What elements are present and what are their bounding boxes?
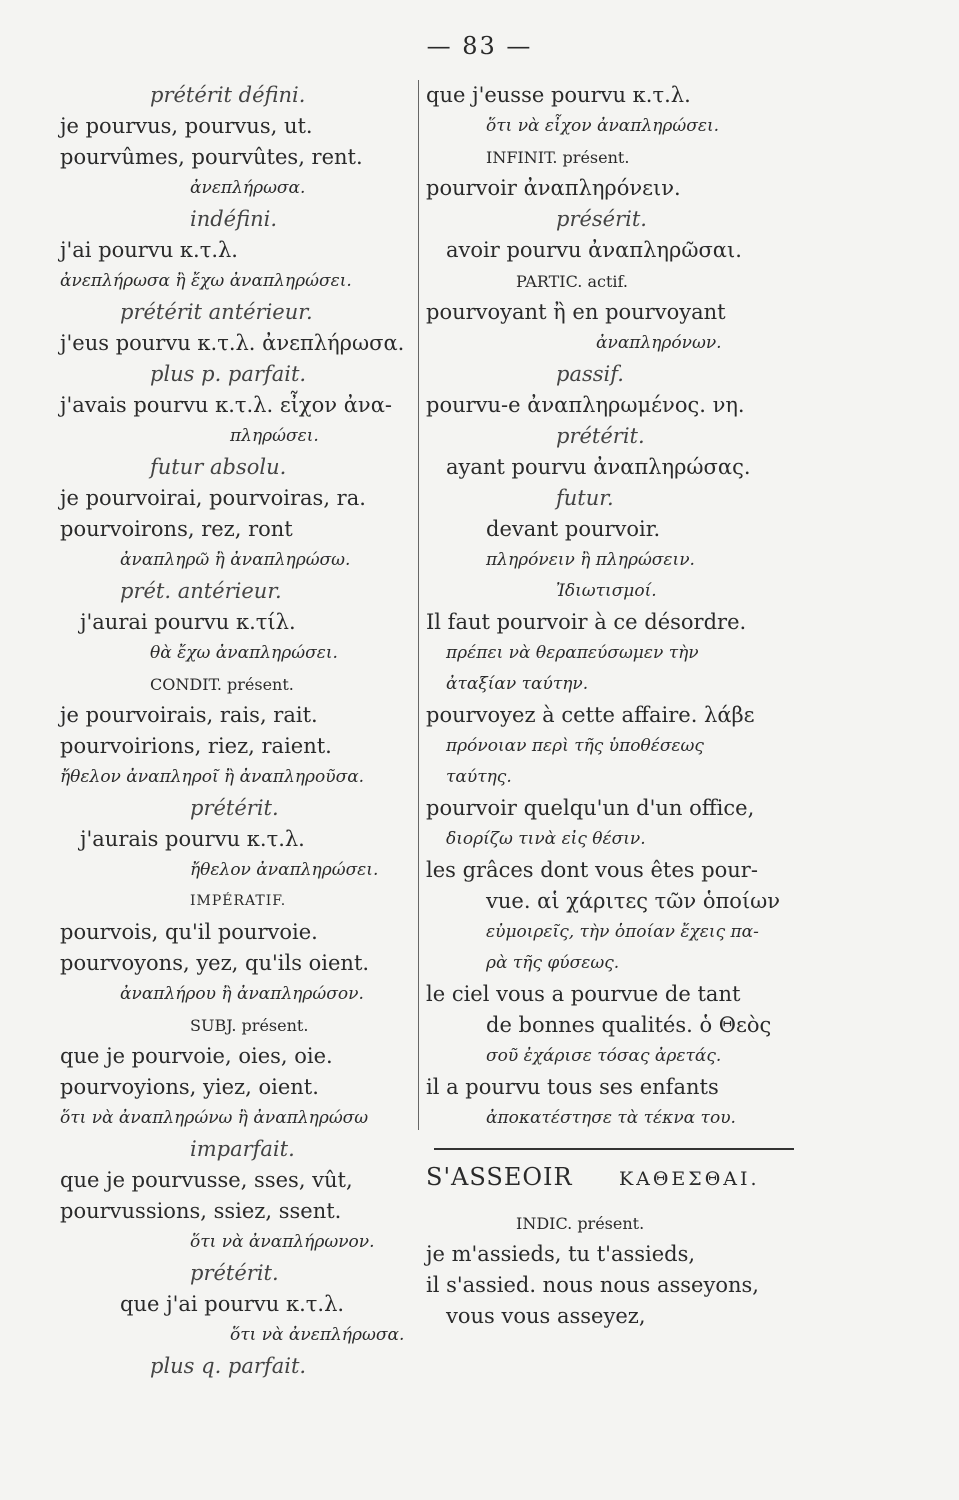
left-column-line: je pourvoirai, pourvoiras, ra. — [60, 486, 366, 510]
left-column-line: pourvoirions, riez, raient. — [60, 734, 332, 758]
left-column-line: ἤθελον ἀναπληροῖ ἢ ἀναπληροῦσα. — [60, 767, 365, 787]
right-column-line: pourvoir ἀναπληρόνειν. — [426, 176, 681, 200]
right-column-line: il a pourvu tous ses enfants — [426, 1075, 719, 1099]
right-column — [426, 80, 806, 1332]
left-column-line: j'ai pourvu κ.τ.λ. — [60, 238, 238, 262]
right-column-entries — [426, 80, 806, 1134]
left-column-line: pourvois, qu'il pourvoie. — [60, 920, 318, 944]
right-column-line: σοῦ ἐχάρισε τόσας ἀρετάς. — [486, 1046, 722, 1066]
right-column-line: ταύτης. — [446, 767, 512, 787]
left-column-line: j'aurais pourvu κ.τ.λ. — [80, 827, 305, 851]
right-column-line: ἀποκατέστησε τὰ τέκνα του. — [486, 1108, 736, 1128]
left-column-line: CONDIT. présent. — [150, 675, 294, 694]
left-column-line: ἀναπλήρου ἢ ἀναπληρώσον. — [120, 984, 364, 1004]
left-column-line: indéfini. — [190, 207, 278, 231]
right-column-line: εὐμοιρεῖς, τὴν ὁποίαν ἔχεις πα- — [486, 922, 759, 942]
left-column-line: pourvussions, ssiez, ssent. — [60, 1199, 342, 1223]
right-column-line: devant pourvoir. — [486, 517, 661, 541]
right-column-line: PARTIC. actif. — [516, 272, 628, 291]
right-column-line: pourvoyez à cette affaire. λάβε — [426, 703, 755, 727]
right-column-line: futur. — [556, 486, 614, 510]
left-column-line: plus q. parfait. — [150, 1354, 307, 1378]
left-column-line: SUBJ. présent. — [190, 1016, 309, 1035]
right-column-line: pourvoyant ἢ en pourvoyant — [426, 300, 726, 324]
column-divider — [418, 80, 419, 1130]
section-heading — [426, 1158, 806, 1196]
right-column-line: avoir pourvu ἀναπληρῶσαι. — [446, 238, 742, 262]
right-column-line: Ἰδιωτισμοί. — [556, 581, 657, 601]
left-column-line: IMPÉRATIF. — [190, 893, 287, 909]
left-column-line: ὅτι νὰ ἀνεπλήρωσα. — [230, 1325, 405, 1345]
right-column-line: que j'eusse pourvu κ.τ.λ. — [426, 83, 691, 107]
right-column-line: ρὰ τῆς φύσεως. — [486, 953, 620, 973]
section-lines-line: vous vous asseyez, — [446, 1304, 646, 1328]
right-column-line: ὅτι νὰ εἶχον ἀναπληρώσει. — [486, 116, 720, 136]
section-rule — [434, 1148, 794, 1150]
left-column-line: j'avais pourvu κ.τ.λ. εἶχον ἀνα- — [60, 393, 392, 417]
page-number: — 83 — — [426, 32, 533, 60]
left-column-line: que je pourvusse, sses, vût, — [60, 1168, 353, 1192]
left-column-line: prétérit défini. — [150, 83, 306, 107]
right-column-line: ἀταξίαν ταύτην. — [446, 674, 589, 694]
right-column-line: présérit. — [556, 207, 647, 231]
left-column-line: je pourvoirais, rais, rait. — [60, 703, 318, 727]
section-lines-line: je m'assieds, tu t'assieds, — [426, 1242, 696, 1266]
right-column-line: passif. — [556, 362, 624, 386]
section-lines-line: INDIC. présent. — [516, 1214, 645, 1233]
left-column-line: futur absolu. — [150, 455, 287, 479]
left-column-line: que je pourvoie, oies, oie. — [60, 1044, 333, 1068]
section-heading-fr: S'ASSEOIR — [426, 1163, 573, 1191]
left-column-line: ἀνεπλήρωσα. — [190, 178, 306, 198]
right-column-line: διορίζω τινὰ εἰς θέσιν. — [446, 829, 646, 849]
left-column-line: pourvûmes, pourvûtes, rent. — [60, 145, 363, 169]
right-column-line: de bonnes qualités. ὁ Θεὸς — [486, 1013, 772, 1037]
left-column-line: ἤθελον ἀναπληρώσει. — [190, 860, 379, 880]
left-column-line: θὰ ἔχω ἀναπληρώσει. — [150, 643, 338, 663]
left-column-line: ὅτι νὰ ἀναπληρώνω ἢ ἀναπληρώσω — [60, 1108, 369, 1128]
right-column-line: INFINIT. présent. — [486, 148, 630, 167]
left-column-line: j'aurai pourvu κ.τίλ. — [80, 610, 296, 634]
left-column-line: plus p. parfait. — [150, 362, 307, 386]
left-column-line: ὅτι νὰ ἀναπλήρωνον. — [190, 1232, 375, 1252]
left-column-line: imparfait. — [190, 1137, 295, 1161]
right-column-line: πληρόνειν ἢ πληρώσειν. — [486, 550, 695, 570]
left-column-line: pourvoyons, yez, qu'ils oient. — [60, 951, 370, 975]
left-column-line: ἀνεπλήρωσα ἢ ἔχω ἀναπληρώσει. — [60, 271, 352, 291]
left-column-line: prét. antérieur. — [120, 579, 282, 603]
section-heading-gr: ΚΑΘΕΣΘΑΙ. — [618, 1168, 760, 1190]
left-column-line: ἀναπληρῶ ἢ ἀναπληρώσω. — [120, 550, 351, 570]
right-column-line: ἀναπληρόνων. — [596, 333, 722, 353]
left-column-line: je pourvus, pourvus, ut. — [60, 114, 313, 138]
right-column-line: πρόνοιαν περὶ τῆς ὑποθέσεως — [446, 736, 704, 756]
right-column-line: πρέπει νὰ θεραπεύσωμεν τὴν — [446, 643, 699, 663]
left-column-line: prétérit. — [190, 796, 279, 820]
left-column — [60, 80, 432, 1382]
right-column-line: pourvoir quelqu'un d'un office, — [426, 796, 755, 820]
left-column-line: πληρώσει. — [230, 426, 319, 446]
section-lines-line: il s'assied. nous nous asseyons, — [426, 1273, 759, 1297]
left-column-line: prétérit antérieur. — [120, 300, 313, 324]
right-column-line: prétérit. — [556, 424, 645, 448]
right-column-line: les grâces dont vous êtes pour- — [426, 858, 758, 882]
left-column-line: pourvoyions, yiez, oient. — [60, 1075, 319, 1099]
right-column-line: pourvu-e ἀναπληρωμένος. νη. — [426, 393, 745, 417]
left-column-line: que j'ai pourvu κ.τ.λ. — [120, 1292, 345, 1316]
section-lines — [426, 1208, 806, 1332]
spacer — [426, 1196, 806, 1208]
left-column-line: pourvoirons, rez, ront — [60, 517, 293, 541]
left-column-line: prétérit. — [190, 1261, 279, 1285]
left-column-line: j'eus pourvu κ.τ.λ. ἀνεπλήρωσα. — [60, 331, 405, 355]
right-column-line: Il faut pourvoir à ce désordre. — [426, 610, 747, 634]
right-column-line: vue. αἱ χάριτες τῶν ὁποίων — [486, 889, 781, 913]
right-column-line: ayant pourvu ἀναπληρώσας. — [446, 455, 751, 479]
right-column-line: le ciel vous a pourvue de tant — [426, 982, 741, 1006]
